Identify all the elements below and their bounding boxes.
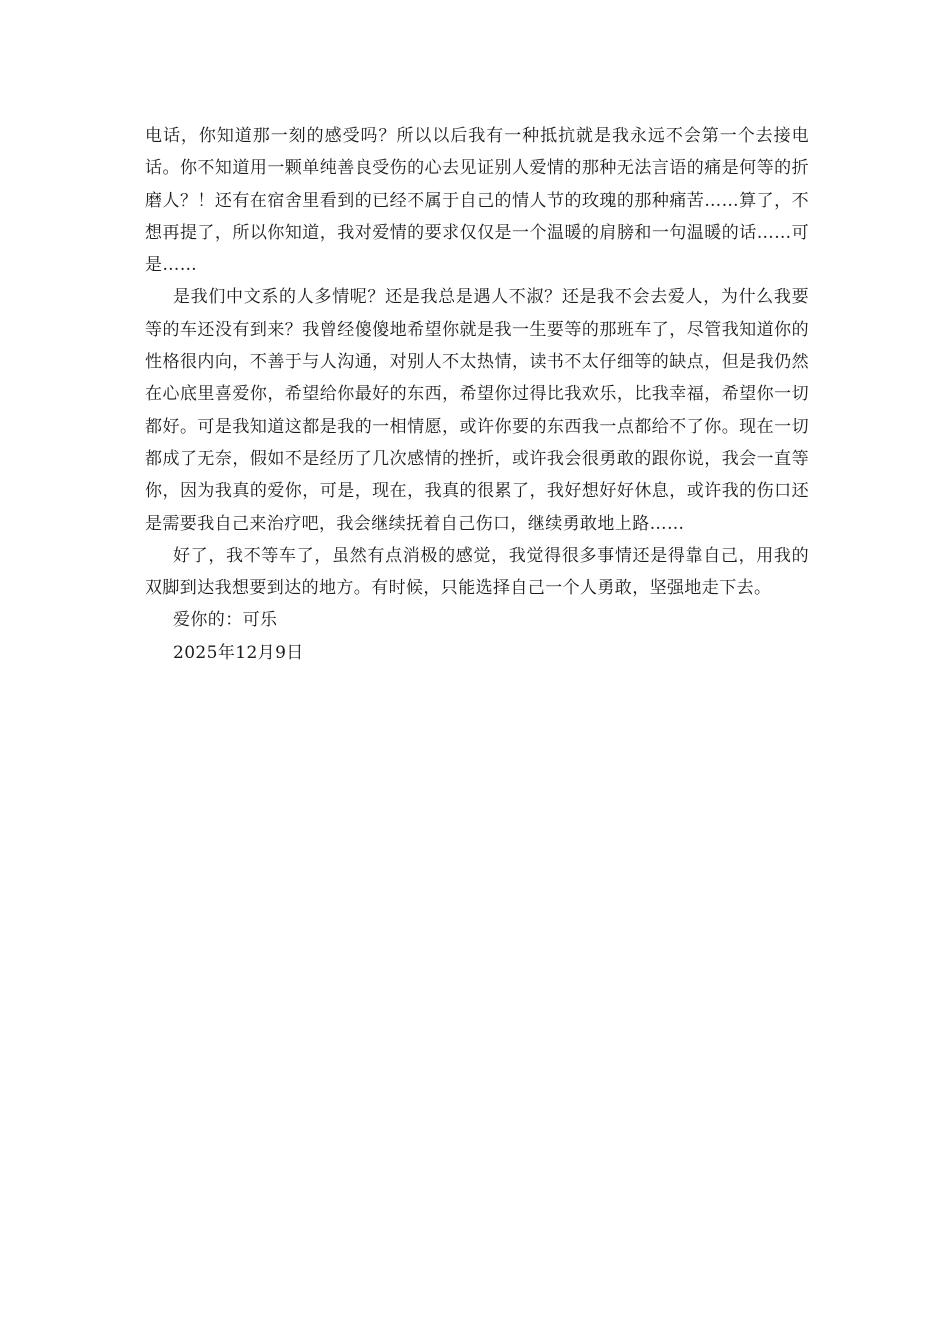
date: 2025年12月9日 [173,642,304,663]
paragraph-continuation: 电话，你知道那一刻的感受吗？所以以后我有一种抵抗就是我永远不会第一个去接电话。你不知道用一颗单纯善良受伤的心去见证别人爱情的那种无法言语的痛是何等的折磨人？！还有在宿舍里看到的已经不属于自己的情人节的玫瑰的那种痛苦……算了，不想再提了，所以你知道，我对爱情的要求仅仅是一个温暖的肩膀和一句温暖的话……可是…… [145,126,809,276]
letter-body [145,120,809,669]
signature: 爱你的：可乐 [173,610,278,631]
paragraph: 好了，我不等车了，虽然有点消极的感觉，我觉得很多事情还是得靠自己，用我的双脚到达我想要到达的地方。有时候，只能选择自己一个人勇敢，坚强地走下去。 [145,545,809,599]
paragraph: 是我们中文系的人多情呢？还是我总是遇人不淑？还是我不会去爱人，为什么我要等的车还没有到来？我曾经傻傻地希望你就是我一生要等的那班车了，尽管我知道你的性格很内向，不善于与人沟通，对别人不太热情，读书不太仔细等的缺点，但是我仍然在心底里喜爱你，希望给你最好的东西，希望你过得比我欢乐，比我幸福，希望你一切都好。可是我知道这都是我的一相情愿，或许你要的东西我一点都给不了你。现在一切都成了无奈，假如不是经历了几次感情的挫折，或许我会很勇敢的跟你说，我会一直等你，因为我真的爱你，可是，现在，我真的很累了，我好想好好休息，或许我的伤口还是需要我自己来治疗吧，我会继续抚着自己伤口，继续勇敢地上路…… [145,287,809,534]
